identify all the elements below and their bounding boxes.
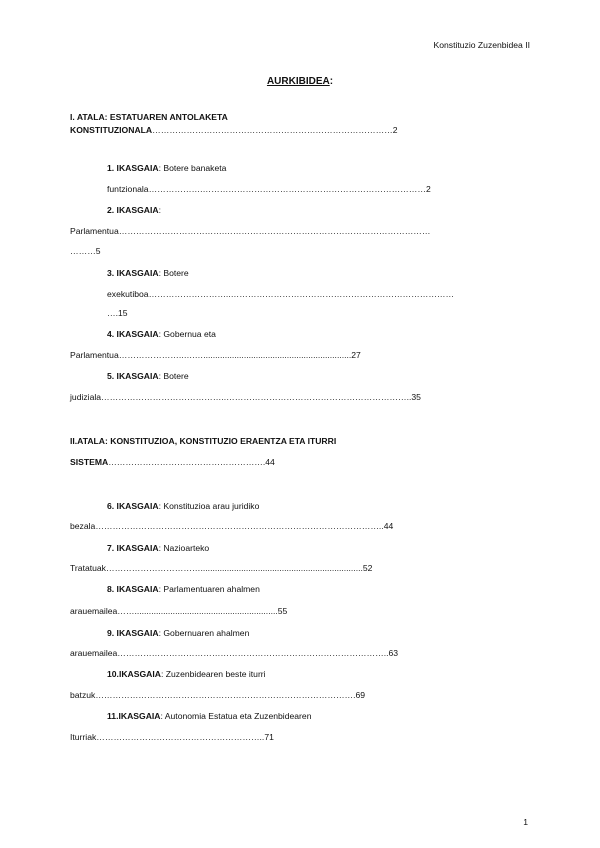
part-2-leader: ……………………………………………….44 — [108, 457, 275, 467]
part-1-leader: …………………………………………………………………………2 — [152, 125, 398, 135]
toc-entry-2-title — [107, 205, 161, 215]
toc-entry-10-page: batzuk……………………………………………………………………………….69 — [70, 690, 366, 700]
part-1-heading-bold: KONSTITUZIONALA — [70, 125, 153, 135]
toc-entry-2-text: : — [158, 205, 161, 215]
part-1-heading-line1: I. ATALA: ESTATUAREN ANTOLAKETA — [70, 112, 228, 122]
part-2-heading-line1: II.ATALA: KONSTITUZIOA, KONSTITUZIO ERAENTZA ETA ITURRI — [70, 436, 337, 446]
title-text: AURKIBIDEA — [266, 76, 330, 87]
toc-entry-1-page: funtzionala……………….……………………………………………………………………2 — [107, 184, 431, 194]
toc-entry-7-num: 7. IKASGAIA — [107, 543, 159, 553]
toc-entry-5-num: 5. IKASGAIA — [107, 371, 159, 381]
toc-entry-3-page: exekutiboa………………………..…………………………………………………………………… — [107, 289, 455, 299]
part-1-heading-line2 — [70, 125, 398, 135]
part-2-heading-bold: SISTEMA — [70, 457, 109, 467]
toc-entry-11-title — [107, 711, 311, 721]
toc-entry-5-text: : Botere — [158, 371, 189, 381]
toc-entry-4-text: : Gobernua eta — [158, 329, 216, 339]
page-title — [0, 76, 600, 87]
toc-entry-9-page: arauemailea…………………………………………………………………………………..63 — [70, 648, 399, 658]
toc-entry-11-text: : Autonomia Estatua eta Zuzenbidearen — [160, 711, 312, 721]
toc-entry-9-num: 9. IKASGAIA — [107, 628, 159, 638]
toc-entry-3-num: 3. IKASGAIA — [107, 268, 159, 278]
toc-entry-1-num: 1. IKASGAIA — [107, 163, 159, 173]
toc-entry-6-num: 6. IKASGAIA — [107, 501, 159, 511]
toc-entry-10-num: 10.IKASGAIA — [107, 669, 161, 679]
toc-entry-8-text: : Parlamentuaren ahalmen — [158, 584, 260, 594]
toc-entry-5-page: judiziala……………………………………..………………………………………………………..35 — [70, 392, 421, 402]
toc-entry-4-title — [107, 329, 216, 339]
toc-entry-8-num: 8. IKASGAIA — [107, 584, 159, 594]
toc-entry-10-text: : Zuzenbidearen beste iturri — [160, 669, 266, 679]
toc-entry-7-page: Tratatuak……………………………....................................................................52 — [70, 563, 373, 573]
toc-entry-3-text: : Botere — [158, 268, 189, 278]
toc-entry-9-text: : Gobernuaren ahalmen — [158, 628, 250, 638]
toc-entry-8-page: arauemailea……............................................................55 — [70, 606, 288, 616]
page-number: 1 — [523, 817, 528, 827]
toc-entry-1-title — [107, 163, 226, 173]
toc-entry-2-page: Parlamentua……………………………….……………………………………………………………… — [70, 226, 431, 236]
part-2-heading-line2 — [70, 457, 275, 467]
toc-entry-10-title — [107, 669, 266, 679]
toc-entry-4-num: 4. IKASGAIA — [107, 329, 159, 339]
toc-entry-11-num: 11.IKASGAIA — [107, 711, 161, 721]
toc-entry-7-title — [107, 543, 209, 553]
running-header: Konstituzio Zuzenbidea II — [433, 40, 530, 50]
toc-entry-11-page: Iturriak…………………………………………………..71 — [70, 732, 274, 742]
toc-entry-3-title — [107, 268, 189, 278]
toc-entry-8-title — [107, 584, 260, 594]
toc-entry-3-page-cont: ….15 — [107, 308, 128, 318]
toc-entry-5-title — [107, 371, 189, 381]
toc-entry-6-page: bezala………………………………………………………………………………………..44 — [70, 521, 394, 531]
toc-entry-4-page: Parlamentua…………………..….…..............................................................27 — [70, 350, 361, 360]
toc-entry-7-text: : Nazioarteko — [158, 543, 210, 553]
toc-entry-9-title — [107, 628, 249, 638]
toc-entry-6-title — [107, 501, 259, 511]
toc-entry-6-text: : Konstituzioa arau juridiko — [158, 501, 260, 511]
toc-entry-1-text: : Botere banaketa — [158, 163, 227, 173]
title-suffix: : — [329, 76, 334, 87]
toc-entry-2-page-cont: ………5 — [70, 246, 101, 256]
toc-entry-2-num: 2. IKASGAIA — [107, 205, 159, 215]
